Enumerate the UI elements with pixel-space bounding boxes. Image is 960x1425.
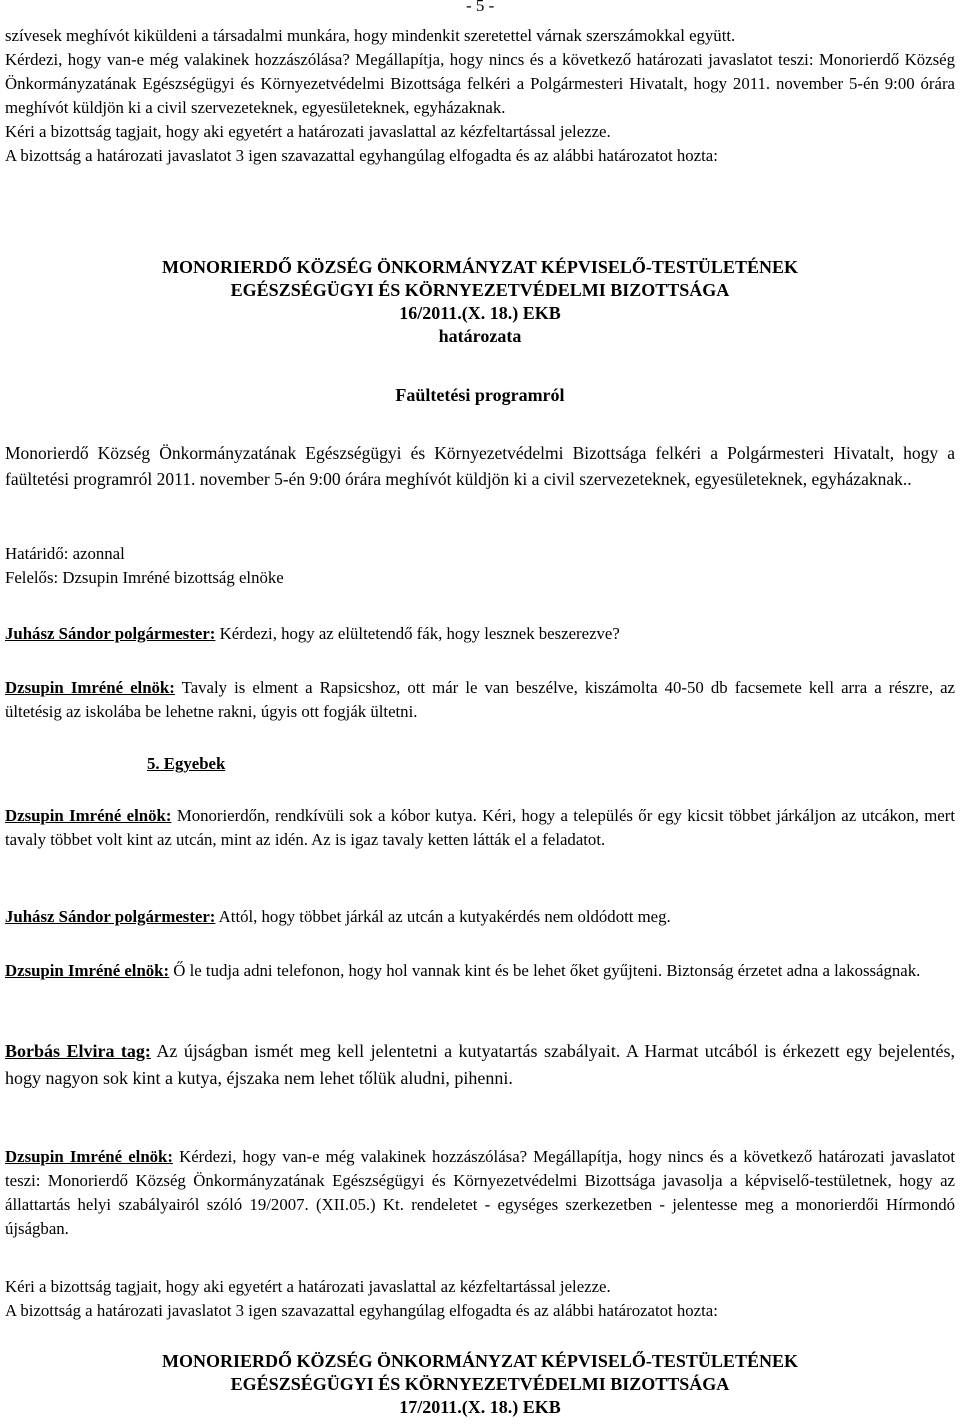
section-title: 5. Egyebek — [147, 754, 226, 773]
speech: Tavaly is elment a Rapsicshoz, ott már le van beszélve, kiszámolta 40-50 db facsemete kell arra a részre, az ültetésig az iskolába be lehetne rakni, úgyis ott fogják ültetni. — [5, 678, 956, 721]
speaker: Dzsupin Imréné elnök: — [5, 1147, 173, 1166]
resolution-label: határozata — [438, 326, 522, 346]
intro-paragraph: Kérdezi, hogy van-e még valakinek hozzászólása? Megállapítja, hogy nincs és a következő határozati javaslatot teszi: Monorierdő Község Önkormányzatának Egészségügyi és Környezetvédelmi Bizottsága felkéri a Polgármesteri Hivatalt, hogy 2011. november 5-én 9:00 órára meghívót küldjön ki a civil szervezeteknek, egyesületeknek, egyházaknak. — [5, 50, 955, 117]
discussion-2 — [5, 676, 955, 724]
discussion-5 — [5, 959, 955, 983]
speaker: Borbás Elvira tag: — [5, 1041, 151, 1061]
resolution-committee: EGÉSZSÉGÜGYI ÉS KÖRNYEZETVÉDELMI BIZOTTSÁGA — [230, 1374, 730, 1394]
speaker: Dzsupin Imréné elnök: — [5, 961, 170, 980]
resolution-committee: EGÉSZSÉGÜGYI ÉS KÖRNYEZETVÉDELMI BIZOTTSÁGA — [230, 280, 730, 300]
intro-block — [5, 24, 955, 168]
responsible: Felelős: Dzsupin Imréné bizottság elnöke — [5, 568, 284, 587]
speaker: Dzsupin Imréné elnök: — [5, 806, 172, 825]
resolution-body — [5, 440, 955, 492]
resolution-body-name: MONORIERDŐ KÖZSÉG ÖNKORMÁNYZAT KÉPVISELŐ-TESTÜLETÉNEK — [162, 1351, 798, 1371]
speech: Kérdezi, hogy van-e még valakinek hozzászólása? Megállapítja, hogy nincs és a következő határozati javaslatot teszi: Monorierdő Község Önkormányzatának Egészségügyi és Környezetvédelmi Bizottsága javasolja a képviselő-testületnek, hogy az állattartás helyi szabályairól szóló 19/2007. (XII.05.) Kt. rendeletet - egységes szerkezetben - jelentesse meg a monorierdői Hírmondó újságban. — [5, 1147, 956, 1238]
speech: Az újságban ismét meg kell jelentetni a kutyatartás szabályait. A Harmat utcából is érkezett egy bejelentés, hogy nagyon sok kint a kutya, éjszaka nem lehet tőlük aludni, pihenni. — [5, 1041, 956, 1088]
discussion-7 — [5, 1145, 955, 1241]
resolution-footer — [5, 542, 955, 590]
deadline: Határidő: azonnal — [5, 544, 125, 563]
speaker: Juhász Sándor polgármester: — [5, 624, 216, 643]
resolution-number: 16/2011.(X. 18.) EKB — [399, 303, 561, 323]
intro-line-1: szívesek meghívót kiküldeni a társadalmi munkára, hogy mindenkit szeretettel várnak szerszámokkal együtt. — [5, 26, 736, 45]
discussion-6 — [5, 1038, 955, 1092]
resolution-subject: Faültetési programról — [395, 385, 565, 405]
speech: Kérdezi, hogy az elültetendő fák, hogy lesznek beszerezve? — [215, 624, 620, 643]
resolution-16-header — [5, 256, 955, 348]
discussion-4 — [5, 905, 955, 929]
discussion-3 — [5, 804, 955, 852]
page-number: - 5 - — [466, 0, 495, 15]
vote-request: Kéri a bizottság tagjait, hogy aki egyetért a határozati javaslattal az kézfeltartással jelezze. — [5, 1277, 611, 1296]
speech: Ő le tudja adni telefonon, hogy hol vannak kint és be lehet őket gyűjteni. Biztonság érzetet adna a lakosságnak. — [169, 961, 921, 980]
resolution-body-name: MONORIERDŐ KÖZSÉG ÖNKORMÁNYZAT KÉPVISELŐ-TESTÜLETÉNEK — [162, 257, 798, 277]
speech: Monorierdőn, rendkívüli sok a kóbor kutya. Kéri, hogy a település őr egy kicsit többet járkáljon az utcákon, mert tavaly többet volt kint az utcán, mint az idén. Az is igaz tavaly ketten látták el a feladatot. — [5, 806, 956, 849]
resolution-text: Monorierdő Község Önkormányzatának Egészségügyi és Környezetvédelmi Bizottsága felkéri a Polgármesteri Hivatalt, hogy a faültetési programról 2011. november 5-én 9:00 órára meghívót küldjön ki a civil szervezeteknek, egyesületeknek, egyházaknak.. — [5, 443, 955, 489]
speaker: Juhász Sándor polgármester: — [5, 907, 216, 926]
vote-result: A bizottság a határozati javaslatot 3 igen szavazattal egyhangúlag elfogadta és az alábbi határozatot hozta: — [5, 146, 718, 165]
discussion-1 — [5, 622, 955, 646]
section-heading — [147, 752, 447, 776]
speaker: Dzsupin Imréné elnök: — [5, 678, 175, 697]
resolution-number: 17/2011.(X. 18.) EKB — [399, 1397, 561, 1417]
resolution-17-header — [5, 1350, 955, 1419]
vote-request: Kéri a bizottság tagjait, hogy aki egyetért a határozati javaslattal az kézfeltartással jelezze. — [5, 122, 611, 141]
vote-result: A bizottság a határozati javaslatot 3 igen szavazattal egyhangúlag elfogadta és az alábbi határozatot hozta: — [5, 1301, 718, 1320]
closing-block — [5, 1275, 955, 1323]
speech: Attól, hogy többet járkál az utcán a kutyakérdés nem oldódott meg. — [215, 907, 671, 926]
